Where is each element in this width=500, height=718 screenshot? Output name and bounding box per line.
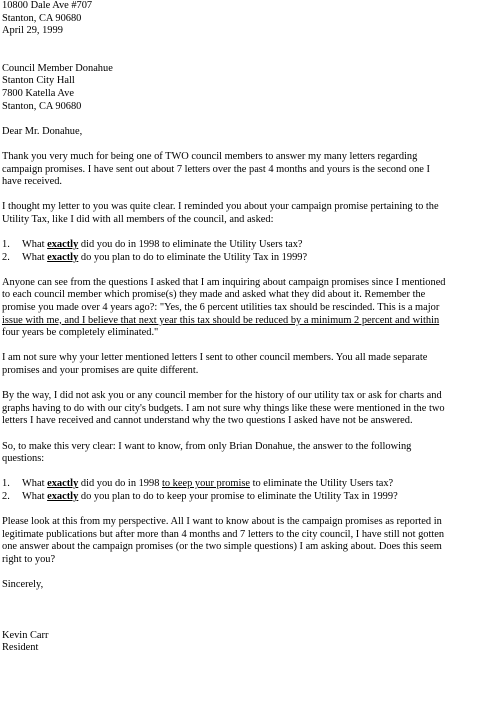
paragraph-4 [2,352,496,377]
list-number: 1. [2,239,10,251]
list-item [2,252,496,265]
paragraph-line: Anyone can see from the questions I asked that I am inquiring about campaign promises since I mentioned [2,276,446,288]
paragraph-line: By the way, I did not ask you or any council member for the history of our utility tax or ask for charts and [2,390,442,402]
paragraph-5 [2,390,496,428]
list-number: 1. [2,478,10,490]
paragraph-2 [2,201,496,226]
salutation: Dear Mr. Donahue, [2,125,83,137]
signature-block [2,630,496,655]
paragraph-line: one answer about the campaign promises (or the two simple questions) I am asking about. Does this seem [2,541,442,553]
list-item [2,239,496,252]
emphasis-word: exactly [47,490,79,502]
list-text: What [22,251,48,263]
list-text: What [22,478,48,490]
paragraph-line: to each council member which promise(s) they made and asked what they did about it. Remember the [2,289,426,301]
list-text: do you plan to do to eliminate the Utility Tax in 1999? [78,251,308,263]
paragraph-line: Please look at this from my perspective. All I want to know about is the campaign promises as reported in [2,516,442,528]
list-item [2,491,496,504]
paragraph-line: I thought my letter to you was quite clear. I reminded you about your campaign promise pertaining to the [2,201,439,213]
paragraph-line: have received. [2,176,62,188]
paragraph-line: promise you made over 4 years ago?: "Yes, the 6 percent utilities tax should be rescinded. This is a major [2,302,440,314]
emphasis-word: exactly [47,251,79,263]
paragraph-line: graphs having to do with our city's budgets. I am not sure why things like these were mentioned in the two [2,402,445,414]
paragraph-line: promises and your promises are quite different. [2,365,199,377]
signer-title: Resident [2,642,39,654]
underlined-phrase: to keep your promise [162,478,251,490]
list-text: do you plan to do to keep your promise to eliminate the Utility Tax in 1999? [78,490,398,502]
paragraph-line: letters I have received and cannot understand why the two questions I asked have not be answered. [2,415,413,427]
quoted-promise-line: issue with me, and I believe that next year this tax should be reduced by a minimum 2 percent and within [2,314,440,326]
paragraph-line: I am not sure why your letter mentioned letters I sent to other council members. You all made separate [2,352,428,364]
paragraph-7 [2,516,496,566]
list-text: did you do in 1998 to eliminate the Utility Users tax? [78,239,303,251]
paragraph-line: Utility Tax, like I did with all members of the council, and asked: [2,213,274,225]
sender-street: 10800 Dale Ave #707 [2,0,93,11]
emphasis-word: exactly [47,478,79,490]
list-text: What [22,239,48,251]
paragraph-6 [2,441,496,466]
list-number: 2. [2,490,10,502]
recipient-address [2,63,496,113]
paragraph-line: campaign promises. I have sent out about 7 letters over the past 4 months and yours is the second one I [2,163,430,175]
signer-name: Kevin Carr [2,629,49,641]
paragraph-line: four years be completely eliminated." [2,327,159,339]
paragraph-line: legitimate publications but after more than 4 months and 7 letters to the city council, I have still not gotten [2,528,445,540]
paragraph-line: right to you? [2,553,56,565]
closing: Sincerely, [2,579,44,591]
list-text: to eliminate the Utility Users tax? [250,478,394,490]
emphasis-word: exactly [47,239,79,251]
paragraph-line: So, to make this very clear: I want to know, from only Brian Donahue, the answer to the following [2,440,412,452]
recipient-org: Stanton City Hall [2,75,75,87]
question-list-2 [2,478,496,503]
list-item [2,478,496,491]
sender-city: Stanton, CA 90680 [2,12,82,24]
paragraph-3 [2,277,496,340]
letter-date: April 29, 1999 [2,25,63,37]
paragraph-line: questions: [2,453,45,465]
question-list-1 [2,239,496,264]
recipient-city: Stanton, CA 90680 [2,100,82,112]
list-text: What [22,490,48,502]
list-text: did you do in 1998 [78,478,162,490]
list-number: 2. [2,251,10,263]
recipient-name: Council Member Donahue [2,62,113,74]
paragraph-line: Thank you very much for being one of TWO council members to answer my many letters regarding [2,150,418,162]
recipient-street: 7800 Katella Ave [2,87,74,99]
sender-address [2,0,496,38]
paragraph-1 [2,151,496,189]
